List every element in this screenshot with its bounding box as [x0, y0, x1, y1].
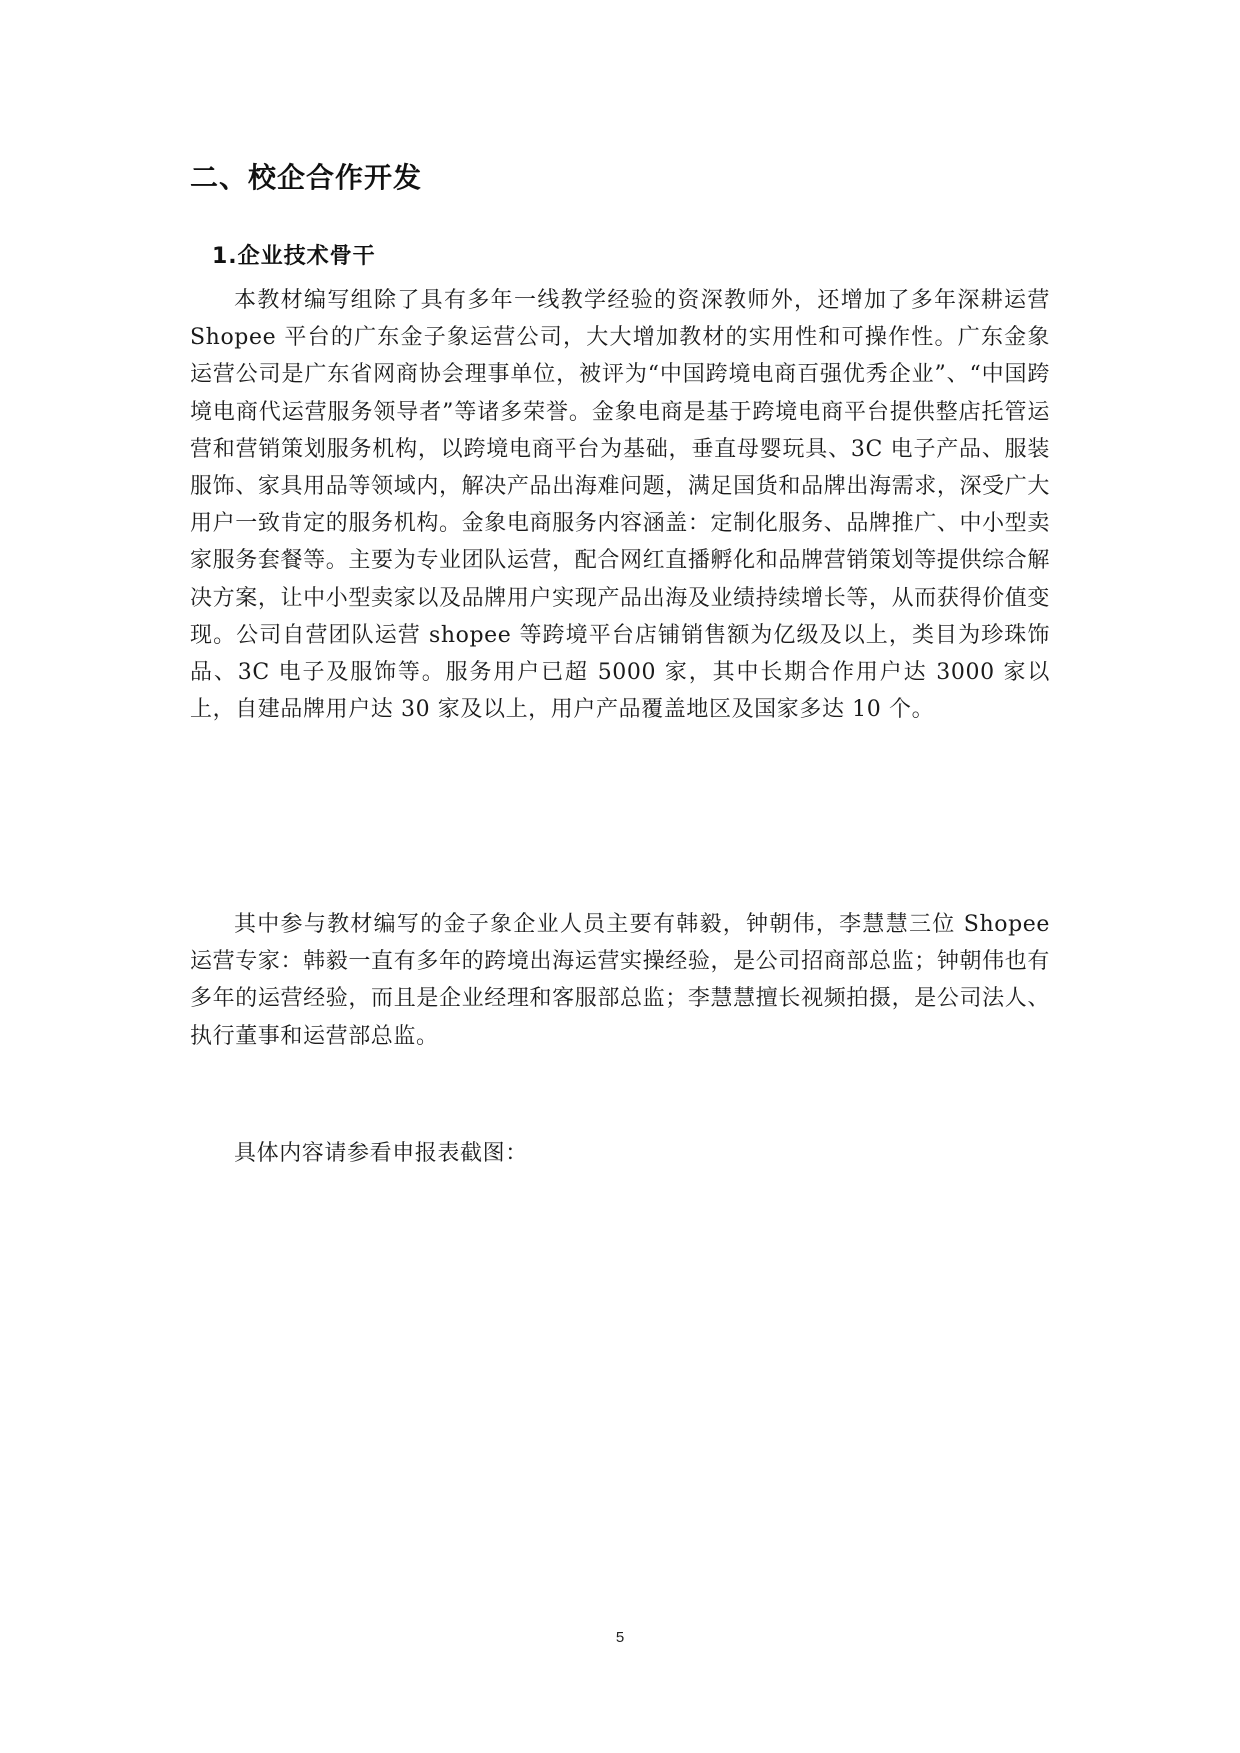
paragraph-reference: 具体内容请参看申报表截图： — [234, 1141, 528, 1166]
page-number: 5 — [615, 1629, 625, 1646]
paragraph-company-intro: 本教材编写组除了具有多年一线教学经验的资深教师外，还增加了多年深耕运营 Shopee 平台的广东金子象运营公司，大大增加教材的实用性和可操作性。广东金象运营公司是广东省网商协会理事单位，被评为“中国跨境电商百强优秀企业”、“中国跨境电商代运营服务领导者”等诸多荣誉。金象电商是基于跨境电商平台提供整店托管运营和营销策划服务机构，以跨境电商平台为基础，垂直母婴玩具、3C 电子产品、服装服饰、家具用品等领域内，解决产品出海难问题，满足国货和品牌出海需求，深受广大用户一致肯定的服务机构。金象电商服务内容涵盖：定制化服务、品牌推广、中小型卖家服务套餐等。主要为专业团队运营，配合网红直播孵化和品牌营销策划等提供综合解决方案，让中小型卖家以及品牌用户实现产品出海及业绩持续增长等，从而获得价值变现。公司自营团队运营 shopee 等跨境平台店铺销售额为亿级及以上，类目为珍珠饰品、3C 电子及服饰等。服务用户已超 5000 家，其中长期合作用户达 3000 家以上，自建品牌用户达 30 家及以上，用户产品覆盖地区及国家多达 10 个。 — [190, 288, 1050, 723]
sub-heading: 1.企业技术骨干 — [212, 244, 376, 269]
section-heading: 二、校企合作开发 — [190, 161, 423, 194]
paragraph-staff: 其中参与教材编写的金子象企业人员主要有韩毅，钟朝伟，李慧慧三位 Shopee 运营专家：韩毅一直有多年的跨境出海运营实操经验，是公司招商部总监；钟朝伟也有多年的运营经验，而且是企业经理和客服部总监；李慧慧擅长视频拍摄，是公司法人、执行董事和运营部总监。 — [190, 912, 1050, 1049]
